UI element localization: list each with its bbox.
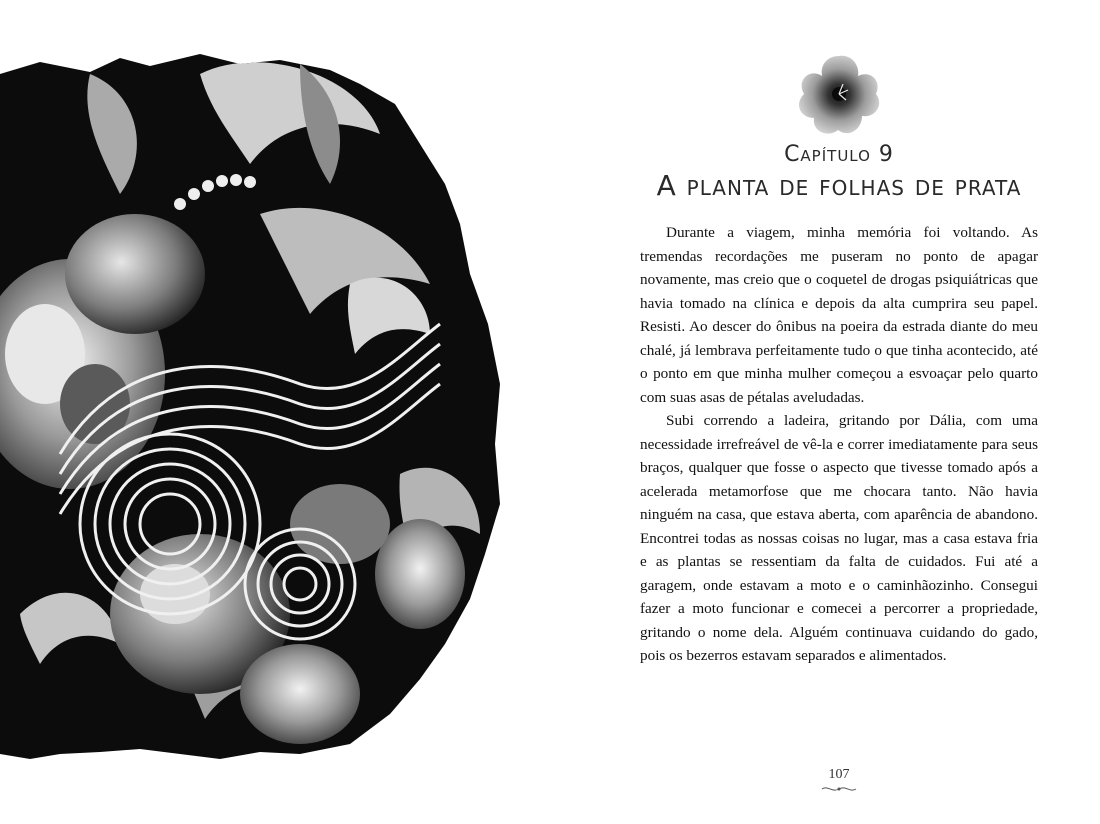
- chapter-title: A planta de folhas de prata: [656, 169, 1022, 202]
- text-page: [640, 50, 1038, 810]
- chapter-body: [640, 221, 1038, 668]
- floral-collage-illustration: [0, 54, 505, 759]
- flower-icon: [796, 50, 882, 140]
- chapter-label: Capítulo 9: [784, 142, 894, 167]
- ornamental-flourish-icon: [820, 784, 858, 794]
- paragraph: Durante a viagem, minha memória foi voltando. As tremendas recordações me puseram no ponto de apagar novamente, mas creio que o coquetel de drogas psiquiátricas que havia tomado na clínica e depois da alta cumprira seu papel. Resisti. Ao descer do ônibus na poeira da estrada diante do meu chalé, já lembrava perfeitamente tudo o que tinha acontecido, até o ponto em que minha mulher começou a esvoaçar pelo quarto com suas asas de pétalas aveludadas.: [640, 224, 1038, 406]
- page-number: 107: [828, 767, 850, 782]
- paragraph: Subi correndo a ladeira, gritando por Dália, com uma necessidade irrefreável de vê-la e correr imediatamente para seus braços, qualquer que fosse o aspecto que tivesse tomado após a acelerada metamorfose que me chocara tanto. Não havia ninguém na casa, que estava aberta, com aparência de abandono. Encontrei todas as nossas coisas no lugar, mas a casa estava fria e as plantas se ressentiam da falta de cuidados. Fui até a garagem, onde estavam a moto e o caminhãozinho. Consegui fazer a moto funcionar e comecei a percorrer a propriedade, gritando o nome dela. Alguém continuava cuidando do gado, pois os bezerros estavam separados e alimentados.: [640, 412, 1038, 664]
